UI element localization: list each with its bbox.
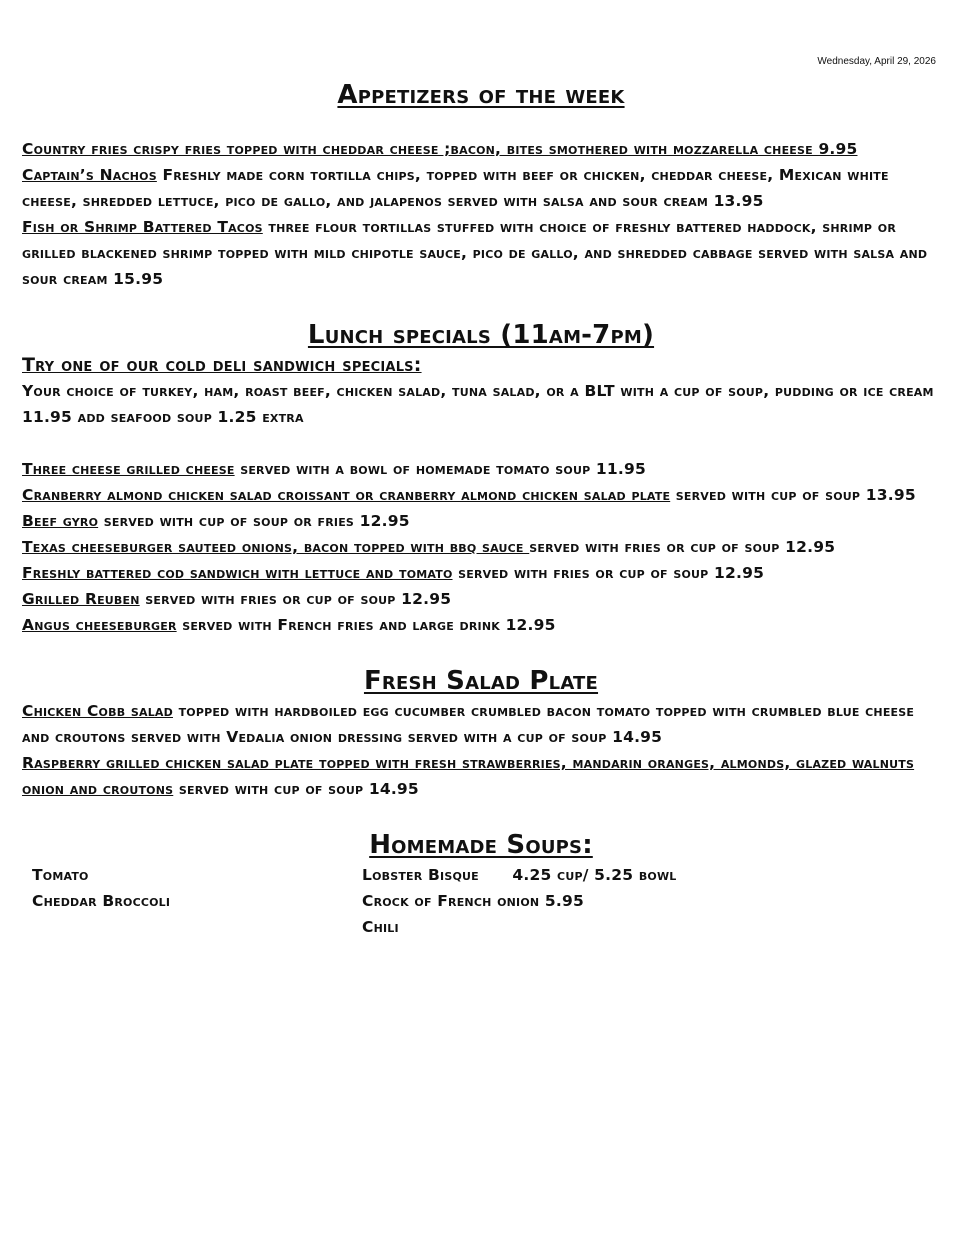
item-name: Captain’s Nachos — [22, 166, 157, 184]
item-description: served with cup of soup 13.95 — [670, 486, 916, 504]
soup-item: Cheddar Broccoli — [32, 892, 171, 910]
soups-list — [22, 862, 940, 940]
soup-item: Crock of French onion 5.95 — [362, 892, 584, 910]
menu-item — [22, 162, 940, 214]
menu-item — [22, 214, 940, 292]
item-description: served with cup of soup 14.95 — [173, 780, 419, 798]
soup-item: Lobster Bisque 4.25 cup/ 5.25 bowl — [362, 866, 677, 884]
lunch-heading: Lunch specials (11am-7pm) — [307, 320, 655, 350]
item-name: Grilled Reuben — [22, 590, 140, 608]
menu-item — [22, 612, 940, 638]
item-description: served with fries or cup of soup 12.95 — [452, 564, 765, 582]
item-name: Raspberry grilled chicken salad plate topped with fresh strawberries, mandarin oranges, almonds, glazed walnuts onion and croutons — [22, 754, 915, 798]
menu-item — [22, 586, 940, 612]
deli-description: Your choice of turkey, ham, roast beef, chicken salad, tuna salad, or a BLT with a cup of soup, pudding or ice cream 11.95 add seafood soup 1.25 extra — [22, 382, 934, 426]
menu-item — [22, 136, 940, 162]
item-name: Angus cheeseburger — [22, 616, 177, 634]
item-name: Texas cheeseburger sauteed onions, bacon topped with bbq sauce — [22, 538, 530, 556]
item-name: Chicken Cobb salad — [22, 702, 173, 720]
soup-item: Tomato — [32, 866, 89, 884]
menu-item — [22, 750, 940, 802]
item-description: served with fries or cup of soup 12.95 — [139, 590, 452, 608]
menu-item — [22, 560, 940, 586]
soups-heading: Homemade Soups: — [369, 830, 593, 860]
item-description: served with French fries and large drink 12.95 — [176, 616, 556, 634]
soups-right-column — [362, 862, 677, 940]
item-name: Freshly battered cod sandwich with lettuce and tomato — [22, 564, 453, 582]
menu-item — [22, 456, 940, 482]
item-name: Country fries crispy fries topped with cheddar cheese ;bacon, bites smothered with mozzarella cheese 9.95 — [22, 140, 858, 158]
item-description: topped with hardboiled egg cucumber crumbled bacon tomato topped with crumbled blue cheese and croutons served with Vedalia onion dressing served with a cup of soup 14.95 — [22, 702, 915, 746]
item-name: Fish or Shrimp Battered Tacos — [22, 218, 263, 236]
item-description: served with a bowl of homemade tomato soup 11.95 — [234, 460, 646, 478]
salads-heading: Fresh Salad Plate — [363, 666, 599, 696]
document-date: Wednesday, April 29, 2026 — [817, 56, 936, 67]
item-description: served with fries or cup of soup 12.95 — [529, 538, 836, 556]
item-description: three flour tortillas stuffed with choice of freshly battered haddock, shrimp or grilled blackened shrimp topped with mild chipotle sauce, pico de gallo, and shredded cabbage served with salsa and sour cream 15.95 — [22, 218, 928, 288]
soup-item: Chili — [362, 918, 399, 936]
item-name: Three cheese grilled cheese — [22, 460, 235, 478]
deli-heading: Try one of our cold deli sandwich specials: — [22, 354, 422, 376]
menu-item — [22, 534, 940, 560]
menu-item — [22, 482, 940, 508]
menu-item — [22, 508, 940, 534]
appetizers-heading: Appetizers of the week — [337, 80, 625, 110]
menu-body — [22, 78, 940, 940]
item-name: Cranberry almond chicken salad croissant or cranberry almond chicken salad plate — [22, 486, 671, 504]
menu-item — [22, 698, 940, 750]
item-name: Beef gyro — [22, 512, 99, 530]
item-description: served with cup of soup or fries 12.95 — [98, 512, 410, 530]
item-description: Freshly made corn tortilla chips, topped with beef or chicken, cheddar cheese, Mexican white cheese, shredded lettuce, pico de gallo, and jalapenos served with salsa and sour cream 13.95 — [22, 166, 889, 210]
soups-left-column — [32, 862, 170, 914]
